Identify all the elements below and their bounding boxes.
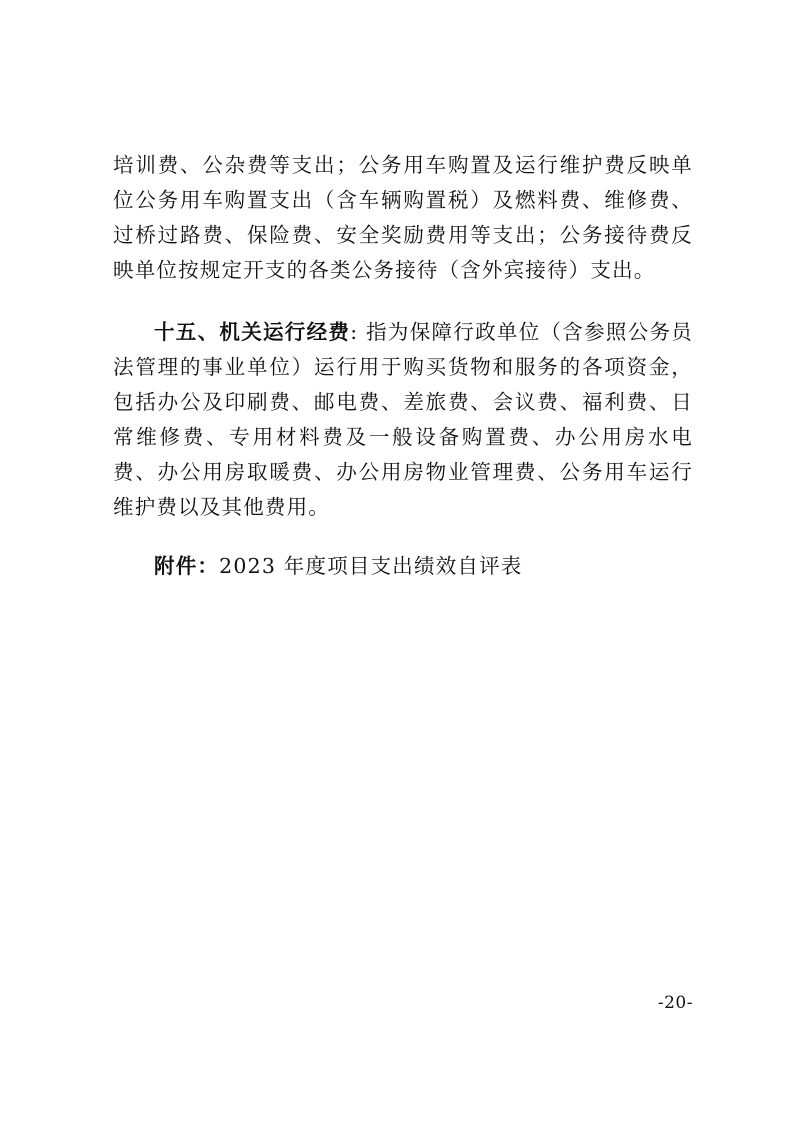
term-heading: 十五、机关运行经费 [154,320,351,344]
attachment-line [154,549,523,584]
paragraph-expense-definitions: 培训费、公杂费等支出；公务用车购置及运行维护费反映单位公务用车购置支出（含车辆购置税）及燃料费、维修费、过桥过路费、保险费、安全奖励费用等支出；公务接待费反映单位按规定开支的各类公务接待（含外宾接待）支出。 [113,153,693,282]
page-number: -20- [657,993,693,1013]
term-definition: : 指为保障行政单位（含参照公务员法管理的事业单位）运行用于购买货物和服务的各项资金，包括办公及印刷费、邮电费、差旅费、会议费、福利费、日常维修费、专用材料费及一般设备购置费、办公用房水电费、办公用房取暖费、办公用房物业管理费、公务用车运行维护费以及其他费用。 [113,320,693,519]
attachment-label: 附件： [154,554,220,578]
attachment-title: 2023 年度项目支出绩效自评表 [219,554,523,578]
paragraph-operating-expenses [113,315,693,525]
